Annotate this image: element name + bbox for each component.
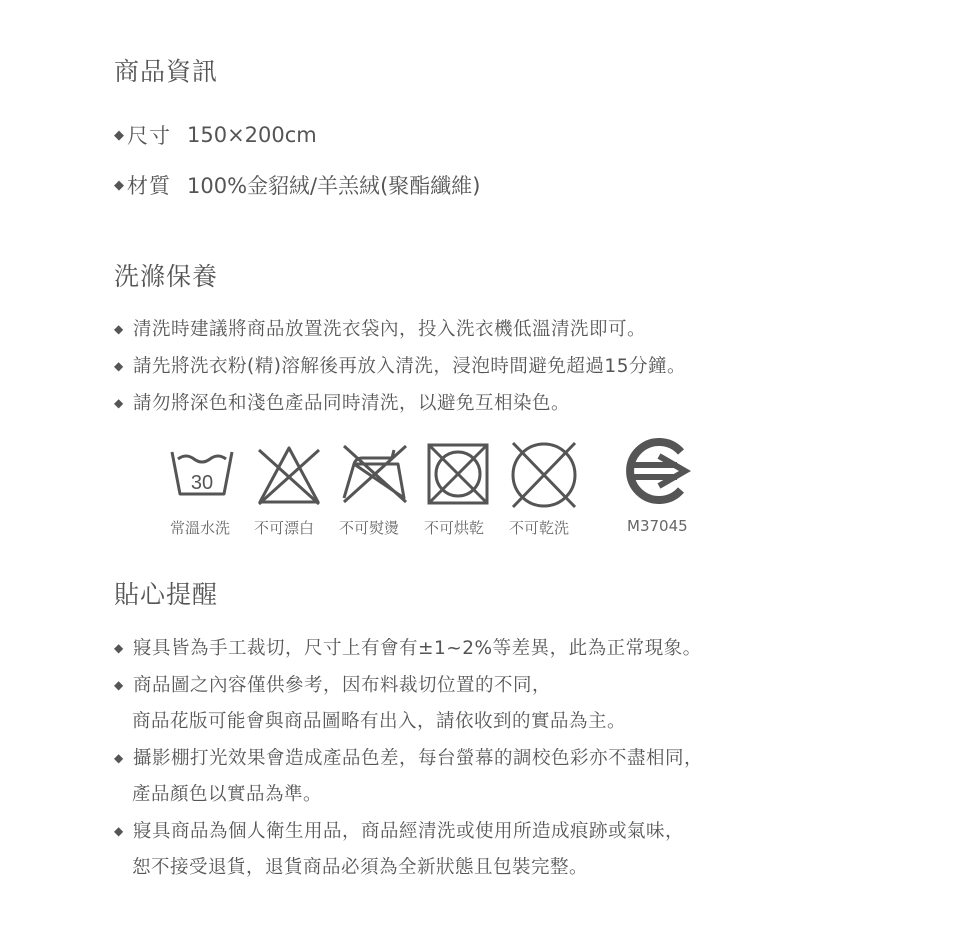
diamond-bullet-icon: ◆	[114, 641, 124, 655]
section-heading-product-info: 商品資訊	[114, 57, 219, 86]
certification-code: M37045	[627, 517, 688, 535]
notice-item	[114, 671, 551, 697]
notice-item-text: 商品圖之內容僅供參考，因布料裁切位置的不同，	[133, 675, 552, 696]
care-symbol-label: 不可乾洗	[509, 519, 570, 537]
no-dry-clean-icon	[507, 440, 581, 510]
diamond-bullet-icon: ◆	[114, 678, 124, 692]
notice-item-text: 寢具皆為手工裁切，尺寸上有會有±1~2%等差異，此為正常現象。	[133, 638, 702, 659]
section-heading-care: 洗滌保養	[114, 262, 219, 291]
notice-item-continuation: 商品花版可能會與商品圖略有出入，請依收到的實品為主。	[132, 711, 627, 732]
spec-value: 100%金貂絨/羊羔絨(聚酯纖維)	[187, 174, 481, 198]
diamond-bullet-icon: ◆	[114, 359, 124, 373]
diamond-bullet-icon: ◆	[114, 322, 124, 336]
no-tumble-dry-icon	[424, 442, 492, 508]
care-symbol-label: 常溫水洗	[170, 519, 231, 537]
spec-value: 150×200cm	[187, 123, 317, 147]
wash-30-icon	[168, 446, 236, 502]
section-heading-notice: 貼心提醒	[114, 580, 219, 609]
diamond-bullet-icon: ◆	[114, 824, 124, 838]
no-iron-icon	[338, 442, 410, 508]
spec-label: 材質	[127, 174, 171, 198]
no-bleach-icon	[254, 442, 324, 508]
bsmi-mark-icon	[623, 438, 693, 504]
care-item-text: 請先將洗衣粉(精)溶解後再放入清洗，浸泡時間避免超過15分鐘。	[133, 356, 686, 377]
notice-item	[114, 744, 703, 770]
notice-item-continuation: 恕不接受退貨，退貨商品必須為全新狀態且包裝完整。	[132, 857, 589, 878]
notice-item	[114, 817, 684, 843]
diamond-bullet-icon: ◆	[114, 751, 124, 765]
spec-material	[114, 170, 481, 200]
notice-item	[114, 634, 702, 660]
care-item-text: 清洗時建議將商品放置洗衣袋內，投入洗衣機低溫清洗即可。	[133, 319, 647, 340]
notice-item-continuation: 產品顏色以實品為準。	[132, 784, 323, 805]
notice-item-text: 寢具商品為個人衛生用品，商品經清洗或使用所造成痕跡或氣味，	[133, 821, 685, 842]
care-symbol-label: 不可熨燙	[339, 519, 400, 537]
spec-label: 尺寸	[127, 124, 171, 148]
wash-temperature-number: 30	[190, 472, 214, 494]
diamond-bullet-icon: ◆	[114, 127, 124, 143]
care-symbol-label: 不可漂白	[254, 519, 315, 537]
diamond-bullet-icon: ◆	[114, 396, 124, 410]
care-item	[114, 315, 646, 341]
diamond-bullet-icon: ◆	[114, 177, 124, 193]
care-item	[114, 352, 686, 378]
spec-size	[114, 120, 317, 150]
care-symbol-label: 不可烘乾	[424, 519, 485, 537]
care-item-text: 請勿將深色和淺色產品同時清洗，以避免互相染色。	[133, 393, 571, 414]
care-item	[114, 389, 570, 415]
notice-item-text: 攝影棚打光效果會造成產品色差，每台螢幕的調校色彩亦不盡相同，	[133, 748, 704, 769]
